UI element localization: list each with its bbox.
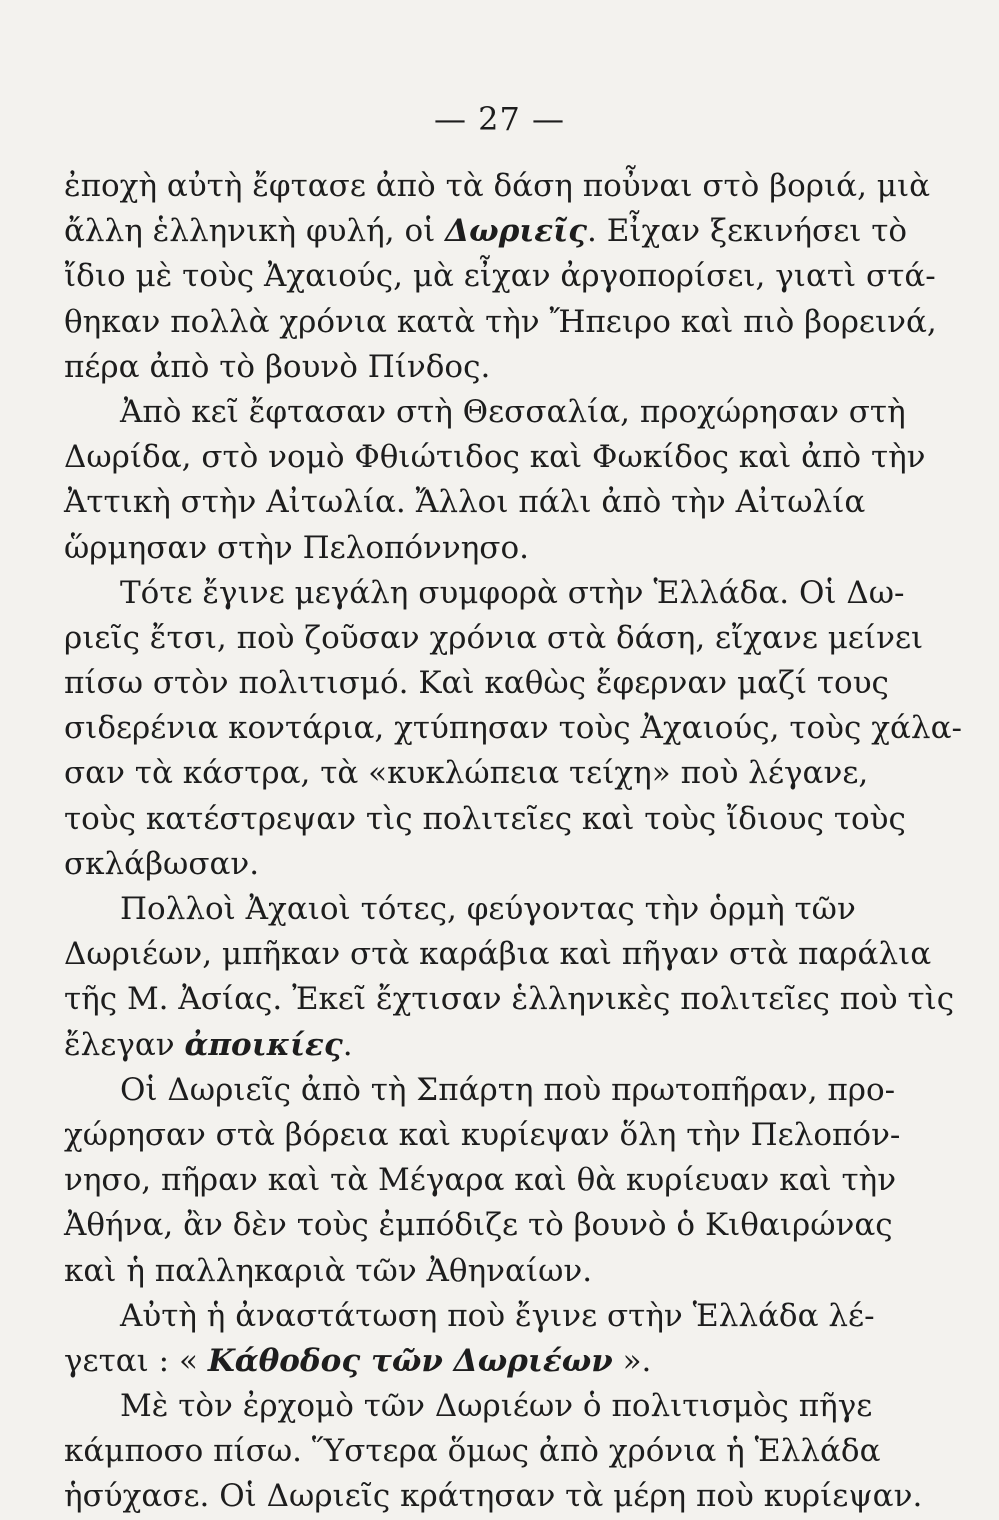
- text-line: [64, 1384, 873, 1429]
- text-span: ριεῖς ἔτσι, ποὺ ζοῦσαν χρόνια στὰ δάση, εἴχανε μείνει: [64, 619, 924, 656]
- text-line: [64, 1158, 897, 1203]
- text-line: [64, 1249, 839, 1294]
- text-line: [64, 571, 905, 616]
- text-span: Μὲ τὸν ἐρχομὸ τῶν Δωριέων ὁ πολιτισμὸς πῆγε: [120, 1388, 873, 1425]
- text-span: ὥρμησαν στὴν Πελοπόννησο.: [64, 529, 529, 566]
- text-span: ».: [612, 1342, 652, 1379]
- text-span: Οἱ Δωριεῖς ἀπὸ τὴ Σπάρτη ποὺ πρωτοπῆραν, προ-: [120, 1071, 896, 1108]
- text-span: Ἀπὸ κεῖ ἔφτασαν στὴ Θεσσαλία, προχώρησαν στὴ: [120, 393, 906, 430]
- text-span: καὶ ἡ παλληκαριὰ τῶν Ἀθηναίων.: [64, 1252, 593, 1289]
- text-line: [64, 435, 926, 480]
- text-span: Ἀθήνα, ἂν δὲν τοὺς ἐμπόδιζε τὸ βουνὸ ὁ Κιθαιρώνας: [64, 1207, 893, 1244]
- text-line: [64, 1474, 923, 1519]
- text-span: κάμποσο πίσω. Ὕστερα ὅμως ἀπὸ χρόνια ἡ Ἑλλάδα: [64, 1433, 881, 1470]
- text-line: [64, 1203, 893, 1248]
- text-span: Αὐτὴ ἡ ἀναστάτωση ποὺ ἔγινε στὴν Ἑλλάδα λέ-: [120, 1297, 875, 1334]
- text-span: γεται : «: [64, 1342, 208, 1379]
- text-span: πέρα ἀπὸ τὸ βουνὸ Πίνδος.: [64, 348, 491, 385]
- text-line: [64, 616, 924, 661]
- text-span: τοὺς κατέστρεψαν τὶς πολιτεῖες καὶ τοὺς ἴδιους τοὺς: [64, 800, 906, 837]
- text-line: [64, 1023, 839, 1068]
- text-span: τῆς Μ. Ἀσίας. Ἐκεῖ ἔχτισαν ἑλληνικὲς πολιτεῖες ποὺ τὶς: [64, 981, 955, 1018]
- page-number: — 27 —: [433, 100, 566, 138]
- text-span: σιδερένια κοντάρια, χτύπησαν τοὺς Ἀχαιούς, τοὺς χάλα-: [64, 710, 962, 747]
- text-line: [64, 300, 937, 345]
- text-span: Ἀττικὴ στὴν Αἰτωλία. Ἄλλοι πάλι ἀπὸ τὴν Αἰτωλία: [64, 484, 866, 521]
- text-line: [64, 706, 962, 751]
- text-line: [64, 797, 906, 842]
- text-span: πίσω στὸν πολιτισμό. Καὶ καθὼς ἔφερναν μαζί τους: [64, 665, 889, 702]
- text-span: ἡσύχασε. Οἱ Δωριεῖς κράτησαν τὰ μέρη ποὺ κυρίεψαν.: [64, 1478, 923, 1515]
- text-line: [64, 1429, 881, 1474]
- text-line: [64, 345, 839, 390]
- emphasis-term: Κάθοδος τῶν Δωριέων: [207, 1342, 613, 1379]
- text-span: Δωρίδα, στὸ νομὸ Φθιώτιδος καὶ Φωκίδος καὶ ἀπὸ τὴν: [64, 439, 926, 476]
- text-line: [64, 977, 955, 1022]
- text-line: [64, 842, 839, 887]
- emphasis-term: Δωριεῖς: [445, 213, 588, 250]
- text-span: νησο, πῆραν καὶ τὰ Μέγαρα καὶ θὰ κυρίευαν καὶ τὴν: [64, 1162, 897, 1199]
- text-span: .: [342, 1026, 353, 1063]
- text-span: ἐποχὴ αὐτὴ ἔφτασε ἀπὸ τὰ δάση ποὖναι στὸ βοριά, μιὰ: [64, 168, 931, 204]
- text-span: ἔλεγαν: [64, 1026, 185, 1063]
- text-line: [64, 480, 866, 525]
- text-span: θηκαν πολλὰ χρόνια κατὰ τὴν Ἤπειρο καὶ πιὸ βορεινά,: [64, 303, 937, 340]
- text-span: ἴδιο μὲ τοὺς Ἀχαιούς, μὰ εἶχαν ἀργοπορίσει, γιατὶ στά-: [64, 258, 936, 295]
- text-line: [64, 1339, 839, 1384]
- text-line: [64, 1113, 901, 1158]
- body-text: [64, 164, 962, 1520]
- text-span: Πολλοὶ Ἀχαιοὶ τότες, φεύγοντας τὴν ὁρμὴ τῶν: [120, 891, 856, 927]
- emphasis-term: ἀποικίες: [184, 1026, 343, 1063]
- text-line: [64, 887, 856, 932]
- text-line: [64, 526, 839, 571]
- text-line: [64, 390, 906, 435]
- text-line: [64, 1294, 875, 1339]
- text-span: Δωριέων, μπῆκαν στὰ καράβια καὶ πῆγαν στὰ παράλια: [64, 936, 932, 973]
- text-span: Τότε ἔγινε μεγάλη συμφορὰ στὴν Ἑλλάδα. Οἱ Δω-: [120, 574, 905, 611]
- text-line: [64, 164, 931, 209]
- text-span: ἄλλη ἑλληνικὴ φυλή, οἱ: [64, 213, 446, 250]
- text-span: σκλάβωσαν.: [64, 845, 260, 882]
- text-line: [64, 254, 936, 299]
- text-line: [64, 661, 889, 706]
- text-span: σαν τὰ κάστρα, τὰ «κυκλώπεια τείχη» ποὺ λέγανε,: [64, 755, 869, 792]
- text-line: [64, 1068, 896, 1113]
- text-line: [64, 932, 932, 977]
- text-line: [64, 209, 908, 254]
- text-span: . Εἶχαν ξεκινήσει τὸ: [587, 213, 908, 250]
- text-span: χώρησαν στὰ βόρεια καὶ κυρίεψαν ὅλη τὴν Πελοπόν-: [64, 1116, 901, 1153]
- text-line: [64, 751, 869, 796]
